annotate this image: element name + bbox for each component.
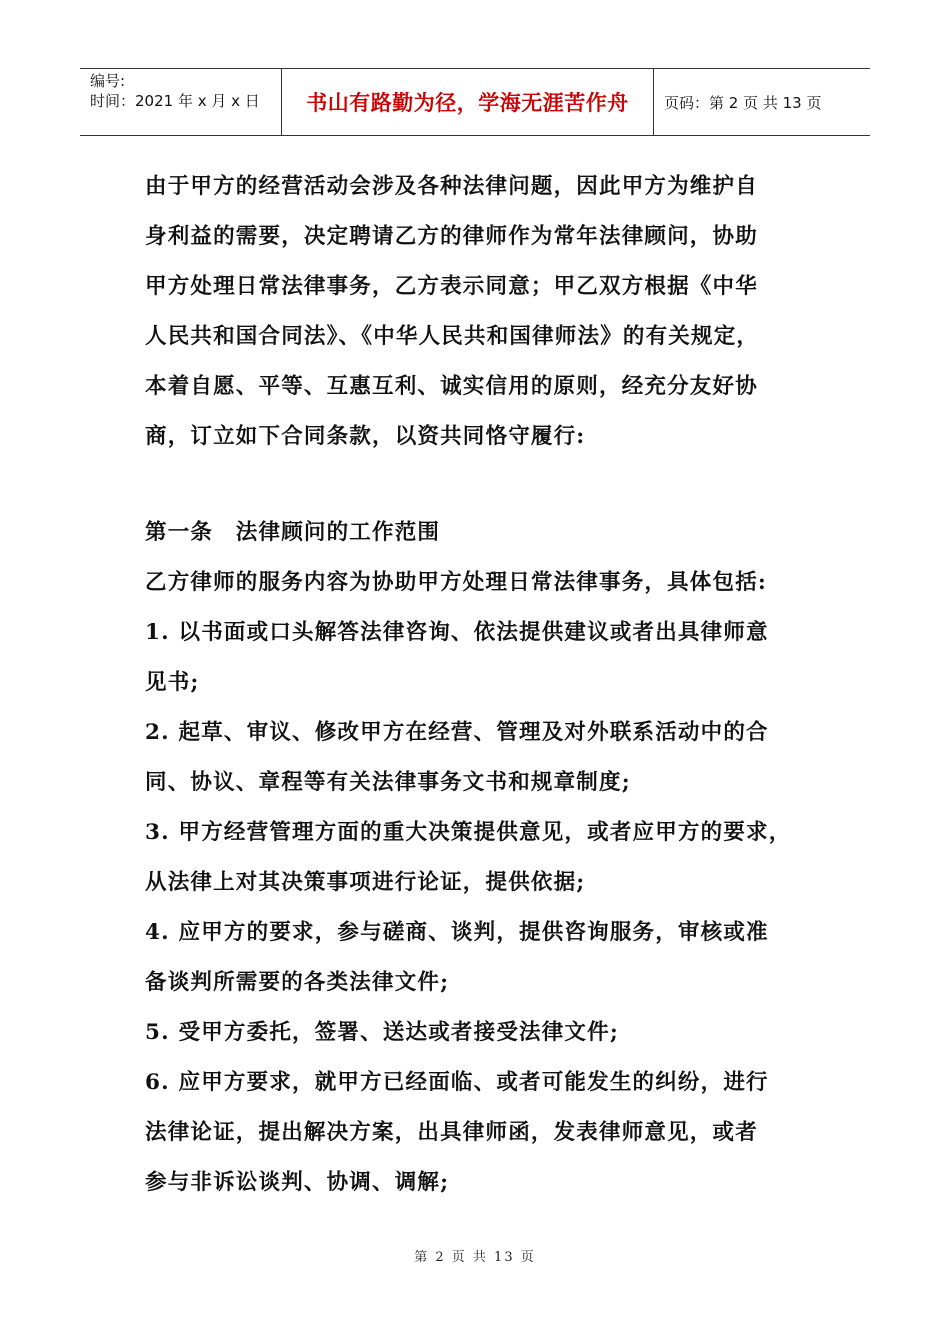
header-page-info: 页码：第 2 页 共 13 页 xyxy=(664,93,822,112)
section-line: 从法律上对其决策事项进行论证，提供依据; xyxy=(145,870,586,895)
section-line: 3. 甲方经营管理方面的重大决策提供意见，或者应甲方的要求， xyxy=(145,820,792,845)
section-line: 同、协议、章程等有关法律事务文书和规章制度; xyxy=(145,770,631,795)
paragraph-line: 商，订立如下合同条款，以资共同恪守履行: xyxy=(145,424,586,449)
section-line: 法律论证，提出解决方案，出具律师函，发表律师意见，或者 xyxy=(145,1120,758,1145)
section-line: 6. 应甲方要求，就甲方已经面临、或者可能发生的纠纷，进行 xyxy=(145,1070,769,1095)
section-line: 见书; xyxy=(145,670,200,695)
date-label: 时间：2021 年 x 月 x 日 xyxy=(90,92,260,110)
section-line: 备谈判所需要的各类法律文件; xyxy=(145,970,450,995)
paragraph-line: 人民共和国合同法》、《中华人民共和国律师法》的有关规定， xyxy=(145,324,760,349)
paragraph-line: 本着自愿、平等、互惠互利、诚实信用的原则，经充分友好协 xyxy=(145,374,758,399)
section-line: 5. 受甲方委托，签署、送达或者接受法律文件; xyxy=(145,1020,619,1045)
paragraph-line: 身利益的需要，决定聘请乙方的律师作为常年法律顾问，协助 xyxy=(145,224,758,249)
section-title: 第一条 法律顾问的工作范围 xyxy=(145,520,441,545)
number-label: 编号: xyxy=(90,72,126,90)
section-line: 1. 以书面或口头解答法律咨询、依法提供建议或者出具律师意 xyxy=(145,620,769,645)
section-line: 参与非诉讼谈判、协调、调解; xyxy=(145,1170,450,1195)
document-body xyxy=(145,162,825,1208)
motto: 书山有路勤为径，学海无涯苦作舟 xyxy=(282,69,654,135)
page-header xyxy=(80,68,870,136)
header-meta-cell xyxy=(80,69,282,135)
paragraph-gap xyxy=(145,462,825,508)
page-footer: 第 2 页 共 13 页 xyxy=(414,1250,536,1265)
section-line: 乙方律师的服务内容为协助甲方处理日常法律事务，具体包括: xyxy=(145,570,768,595)
paragraph-line: 甲方处理日常法律事务，乙方表示同意；甲乙双方根据《中华 xyxy=(145,274,758,299)
section-line: 4. 应甲方的要求，参与磋商、谈判，提供咨询服务，审核或准 xyxy=(145,920,769,945)
section-line: 2. 起草、审议、修改甲方在经营、管理及对外联系活动中的合 xyxy=(145,720,769,745)
paragraph-line: 由于甲方的经营活动会涉及各种法律问题，因此甲方为维护自 xyxy=(145,174,758,199)
